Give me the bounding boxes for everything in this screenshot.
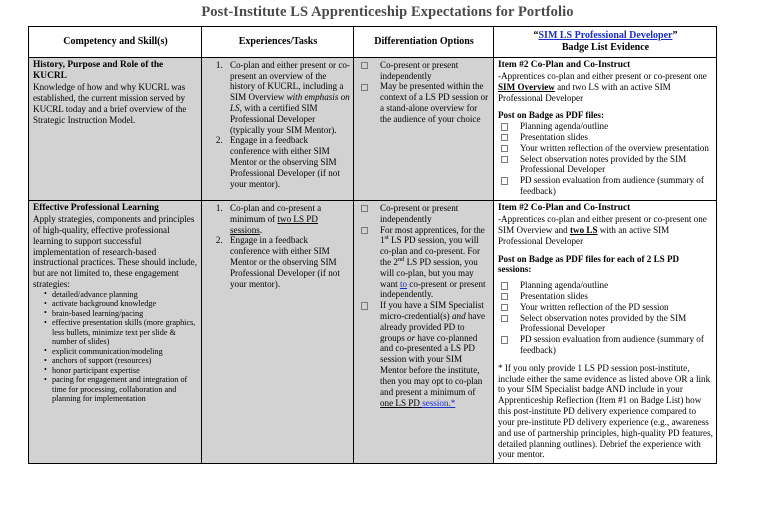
checkbox-item[interactable]: Presentation slides (498, 132, 713, 143)
checkbox-item[interactable]: Select observation notes provided by the SIM Professional Developer (498, 154, 713, 176)
row2-badge-desc-post: with an active SIM Professional Developer (498, 224, 670, 246)
row2-diff3-link[interactable]: session.* (422, 397, 456, 408)
header-badge-list-evidence: Badge List Evidence (561, 41, 650, 53)
row1-badge-desc (498, 71, 713, 103)
row2-badge-desc-pre: -Apprentices co-plan and either present or co-present one SIM Overview and (498, 214, 707, 235)
checkbox-item[interactable]: PD session evaluation from audience (summary of feedback) (498, 175, 713, 197)
checkbox-item[interactable] (358, 225, 490, 301)
checkbox-item[interactable]: Planning agenda/outline (498, 280, 713, 291)
row2-diff2-link[interactable]: to (399, 278, 408, 289)
row2-competency-body: Apply strategies, components and principles of high-quality, effective professional learning to support successful implementation of research-based instructional practices. These should include, but are not limited to, these engagement strategies: (33, 214, 197, 289)
checkbox-item[interactable]: May be presented within the context of a LS PD session or a stand-alone overview for the audience of your choice (358, 81, 490, 124)
checkbox-item[interactable]: Co-present or present independently (358, 60, 490, 82)
row2-diff3-underline: one LS PD (380, 397, 423, 408)
row1-task1-part2: , with a certified SIM Professional Developer (typically your SIM Mentor). (230, 103, 337, 135)
list-item (225, 135, 350, 189)
spacer (498, 103, 713, 110)
row1-differentiation-cell (354, 57, 494, 200)
row1-badge-item-title: Item #2 Co-Plan and Co-Instruct (498, 59, 631, 70)
table-row (29, 57, 717, 200)
row1-badge-desc-pre: -Apprentices co-plan and either present or co-present one (498, 70, 707, 81)
row2-task1-underline: two LS PD sessions (230, 213, 318, 235)
row2-differentiation-list (358, 203, 490, 408)
list-item: • pacing for engagement and integration of time for processing, collaboration and planning for implementation (45, 375, 198, 404)
row2-strategies-list (33, 290, 198, 404)
table-row (29, 200, 717, 463)
spacer (498, 247, 713, 254)
row2-tasks-list (206, 203, 350, 290)
row2-diff3-b: have already provided PD to groups (380, 311, 486, 343)
row2-diff2-a: For most apprentices, for the 1 (380, 224, 485, 246)
header-competency: Competency and Skill(s) (29, 27, 202, 58)
checkbox-item[interactable]: Your written reflection of the PD session (498, 302, 713, 313)
row2-competency-cell (29, 200, 202, 463)
row2-competency-title: Effective Professional Learning (33, 202, 159, 213)
header-quote-close: ” (672, 30, 678, 41)
spacer (498, 356, 713, 363)
list-item: • activate background knowledge (45, 299, 198, 309)
list-item: • effective presentation skills (more graphics, less bullets, minimize text per slide & number of slides) (45, 318, 198, 347)
row1-tasks-cell (202, 57, 354, 200)
row2-diff3-a: If you have a SIM Specialist micro-credential(s) (380, 300, 484, 322)
row1-badge-post-heading: Post on Badge as PDF files: (498, 110, 605, 121)
row2-diff3-c: have co-planned and co-presented a LS PD session with your SIM Mentor before the institute, then you may opt to co-plan and present a minimum of (380, 332, 483, 397)
row1-competency-cell (29, 57, 202, 200)
list-item: • explicit communication/modeling (45, 347, 198, 357)
header-quote-open: “ (533, 30, 539, 41)
row2-badge-post-heading: Post on Badge as PDF files for each of 2 LS PD sessions: (498, 253, 680, 275)
row1-badge-desc-mid: and two LS with an active SIM Professional Developer (498, 81, 671, 103)
row2-badge-desc (498, 214, 713, 246)
row2-badge-item-title: Item #2 Co-Plan and Co-Instruct (498, 202, 631, 213)
row1-differentiation-list (358, 60, 490, 125)
row1-badge-items (498, 121, 713, 197)
row1-task2-part1: Engage in a feedback conference with either SIM Mentor or the observing SIM Professional Developer (if not your mentor). (230, 135, 340, 189)
checkbox-item[interactable]: Presentation slides (498, 291, 713, 302)
row2-differentiation-cell (354, 200, 494, 463)
row2-diff2-b: LS PD session, you will co-plan and co-present. For the 2 (380, 235, 480, 267)
table-header-row (29, 27, 717, 58)
checkbox-item[interactable]: PD session evaluation from audience (summary of feedback) (498, 334, 713, 356)
checkbox-item[interactable]: Co-present or present independently (358, 203, 490, 225)
row2-tasks-cell (202, 200, 354, 463)
header-badge-evidence (494, 27, 717, 58)
checkbox-item[interactable]: Your written reflection of the overview presentation (498, 143, 713, 154)
row1-tasks-list (206, 60, 350, 190)
checkbox-item[interactable] (358, 300, 490, 408)
list-item (225, 60, 350, 136)
row2-diff3-i2: or (407, 332, 416, 343)
row2-diff2-d: co-present or present independently. (380, 278, 486, 300)
row1-task1-part1: Co-plan and either present or co-present an overview of the history of KUCRL, including a SIM Overview (230, 59, 350, 103)
row2-badge-cell (494, 200, 717, 463)
list-item: • honor participant expertise (45, 366, 198, 376)
page-title: Post-Institute LS Apprenticeship Expectations for Portfolio (201, 4, 574, 20)
row2-task1-post: . (259, 224, 263, 235)
row2-diff2-sup1: st (384, 234, 389, 242)
list-item (225, 203, 350, 235)
sim-ls-professional-developer-link[interactable]: SIM LS Professional Developer (538, 30, 673, 41)
list-item: • anchors of support (resources) (45, 356, 198, 366)
header-differentiation: Differentiation Options (354, 27, 494, 58)
row1-badge-cell (494, 57, 717, 200)
checkbox-item[interactable]: Planning agenda/outline (498, 121, 713, 132)
list-item (225, 235, 350, 289)
row2-badge-items (498, 280, 713, 356)
list-item: • detailed/advance planning (45, 290, 198, 300)
row1-competency-title: History, Purpose and Role of the KUCRL (33, 59, 164, 81)
row2-badge-footnote: * If you only provide 1 LS PD session post-institute, include either the same evidence as listed above OR a link to your SIM Specialist badge AND include in your Apprenticeship Reflection (Item #1 on Badge List) how this post-institute PD delivery experience compared to your pre-institute PD delivery experience (e.g., awareness and use of partnership principles, high-quality PD features, detailed planning outlines). Debrief the experience with your mentor. (498, 362, 713, 460)
row2-badge-two-ls: two LS (569, 224, 598, 235)
expectations-table (28, 26, 717, 464)
list-item: • brain-based learning/pacing (45, 309, 198, 319)
row2-diff3-i1: and (451, 311, 466, 322)
row2-diff2-c: LS PD session, you will co-plan, but you may want (380, 256, 478, 289)
row2-task1-pre: Co-plan and co-present a minimum of (230, 202, 322, 224)
checkbox-item[interactable]: Select observation notes provided by the SIM Professional Developer (498, 313, 713, 335)
row2-diff2-sup2: nd (397, 255, 405, 263)
row1-competency-body: Knowledge of how and why KUCRL was established, the current mission served by KUCRL today and a brief overview of the Strategic Instruction Model. (33, 82, 187, 125)
row1-task1-italic: with emphasis on LS (230, 92, 350, 114)
header-experiences: Experiences/Tasks (202, 27, 354, 58)
row1-badge-sim-overview: SIM Overview (498, 81, 555, 92)
row2-task2-pre: Engage in a feedback conference with either SIM Mentor or the observing SIM Professional Developer (if not your mentor). (230, 235, 340, 289)
